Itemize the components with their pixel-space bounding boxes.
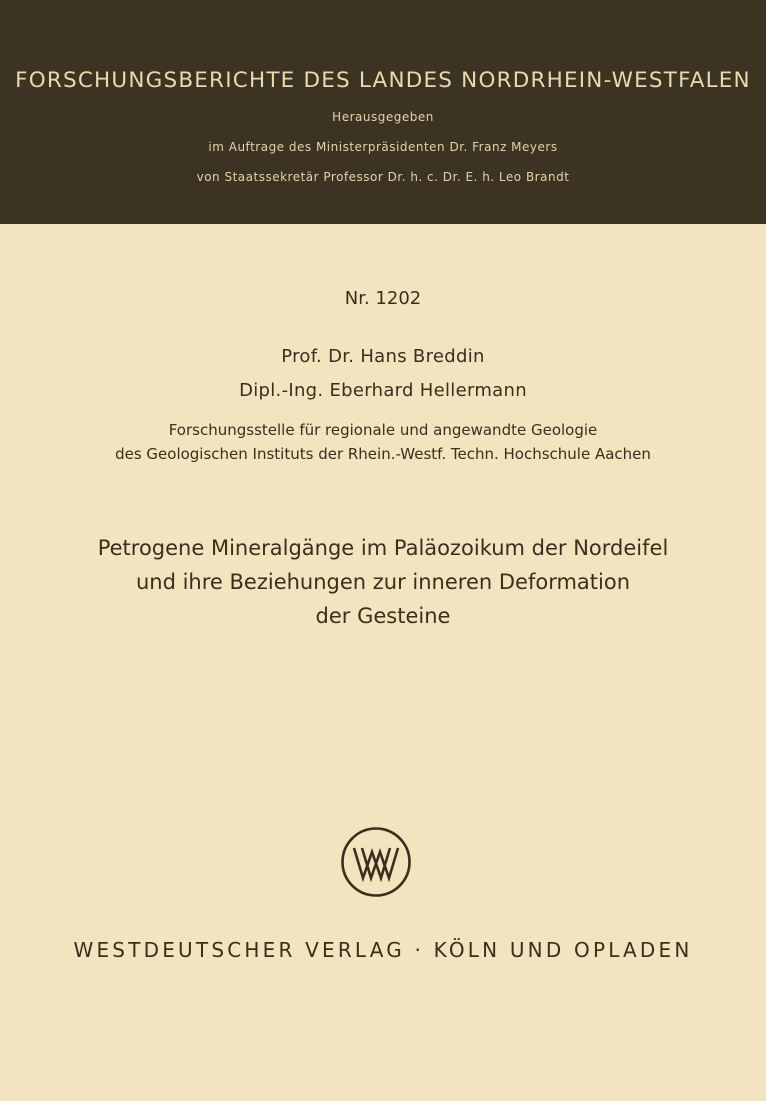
book-title-line-2: und ihre Beziehungen zur inneren Deformation: [135, 570, 631, 594]
author-1: Prof. Dr. Hans Breddin: [281, 346, 485, 367]
institute-line-1: Forschungsstelle für regionale und angewandte Geologie: [168, 421, 598, 439]
issue-number: Nr. 1202: [344, 288, 422, 309]
book-title-line-3: der Gesteine: [315, 604, 451, 628]
editor-line-3: von Staatssekretär Professor Dr. h. c. Dr. E. h. Leo Brandt: [196, 170, 570, 184]
publisher-imprint: WESTDEUTSCHER VERLAG · KÖLN UND OPLADEN: [73, 938, 693, 962]
book-title-line-1: Petrogene Mineralgänge im Paläozoikum der Nordeifel: [97, 536, 669, 560]
series-title: FORSCHUNGSBERICHTE DES LANDES NORDRHEIN-WESTFALEN: [15, 68, 751, 93]
editor-line-1: Herausgegeben: [332, 110, 434, 124]
institute-line-2: des Geologischen Instituts der Rhein.-Westf. Techn. Hochschule Aachen: [115, 445, 651, 463]
header-band: [0, 0, 766, 224]
editor-line-2: im Auftrage des Ministerpräsidenten Dr. Franz Meyers: [208, 140, 558, 154]
ww-circle-logo-icon: [340, 826, 412, 898]
author-2: Dipl.-Ing. Eberhard Hellermann: [239, 380, 527, 401]
